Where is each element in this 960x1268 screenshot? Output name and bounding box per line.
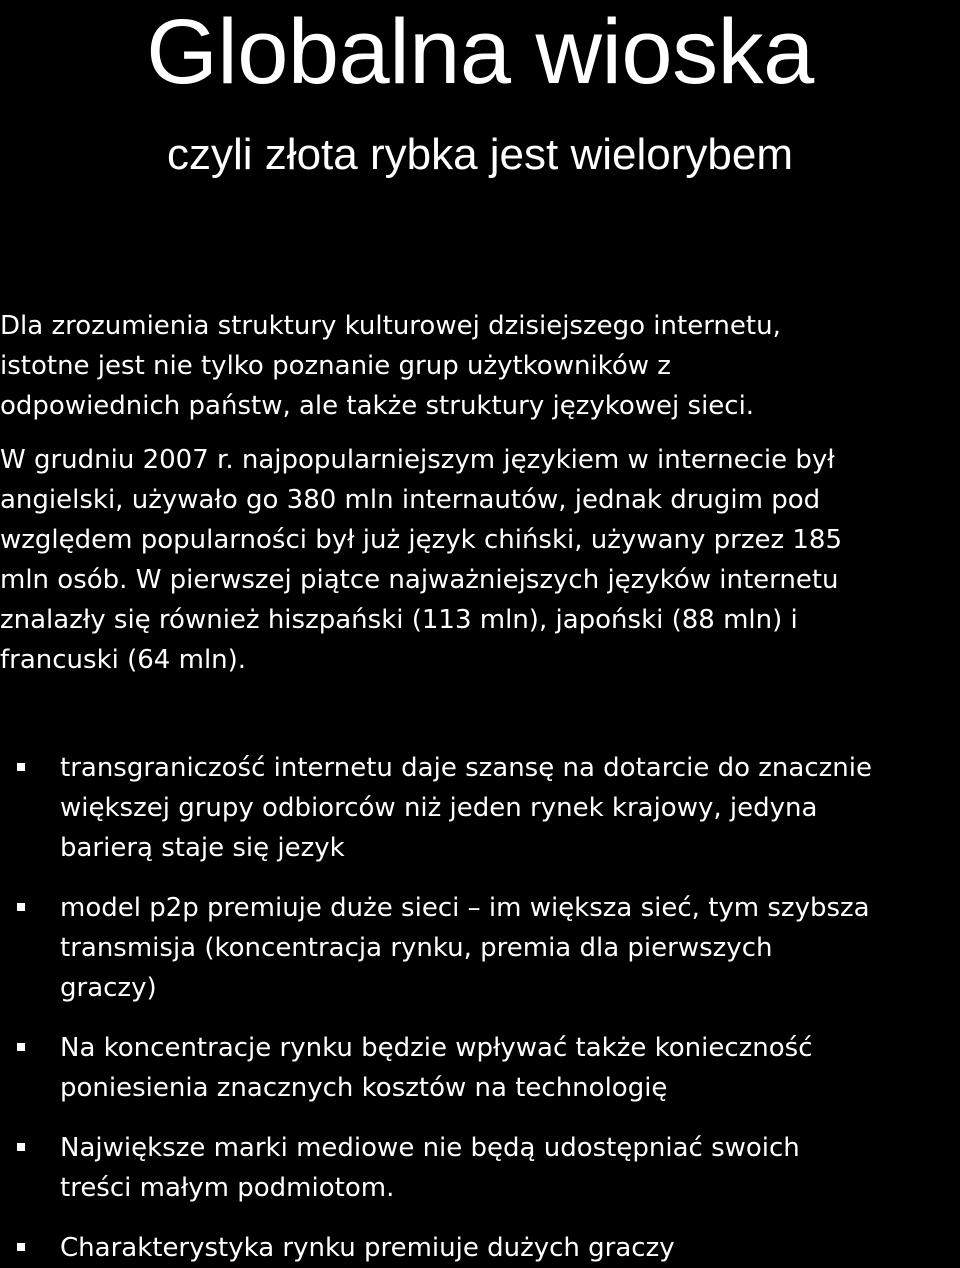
- bullet-text-line: Największe marki mediowe nie będą udostępniać swoich: [60, 1133, 800, 1163]
- intro-paragraph-2-line: względem popularności był już język chiński, używany przez 185: [0, 525, 843, 555]
- slide-subtitle: czyli złota rybka jest wielorybem: [167, 130, 793, 179]
- square-bullet-icon: [17, 903, 25, 911]
- slide-title: Globalna wioska: [146, 1, 814, 103]
- square-bullet-icon: [17, 1043, 25, 1051]
- bullet-item: [0, 748, 960, 868]
- intro-paragraph-2-line: mln osób. W pierwszej piątce najważniejszych języków internetu: [0, 565, 839, 595]
- bullet-text-line: barierą staje się jezyk: [60, 833, 345, 863]
- intro-paragraph-2-line: angielski, używało go 380 mln internautów, jednak drugim pod: [0, 485, 821, 515]
- intro-paragraph-2-line: znalazły się również hiszpański (113 mln), japoński (88 mln) i: [0, 605, 798, 635]
- bullet-text-line: treści małym podmiotom.: [60, 1173, 395, 1203]
- bullet-text-line: transmisja (koncentracja rynku, premia dla pierwszych: [60, 933, 773, 963]
- intro-text: [0, 306, 960, 680]
- bullet-item: [0, 1128, 960, 1208]
- intro-paragraph-2-line: W grudniu 2007 r. najpopularniejszym językiem w internecie był: [0, 445, 835, 475]
- bullet-text-line: poniesienia znacznych kosztów na technologię: [60, 1073, 668, 1103]
- bullet-text-line: graczy): [60, 973, 157, 1003]
- bullet-list: [0, 748, 960, 1268]
- square-bullet-icon: [17, 1143, 25, 1151]
- bullet-item: [0, 1028, 960, 1108]
- square-bullet-icon: [17, 1243, 25, 1251]
- bullet-text-line: model p2p premiuje duże sieci – im większa sieć, tym szybsza: [60, 893, 870, 923]
- square-bullet-icon: [17, 763, 25, 771]
- bullet-text-line: większej grupy odbiorców niż jeden rynek krajowy, jedyna: [60, 793, 818, 823]
- intro-paragraph-1-line: odpowiednich państw, ale także struktury językowej sieci.: [0, 391, 755, 421]
- intro-paragraph-2-line: francuski (64 mln).: [0, 645, 247, 675]
- intro-paragraph-1-line: istotne jest nie tylko poznanie grup użytkowników z: [0, 351, 671, 381]
- intro-paragraph-1-line: Dla zrozumienia struktury kulturowej dzisiejszego internetu,: [0, 311, 781, 341]
- bullet-item: [0, 888, 960, 1008]
- bullet-text-line: transgraniczość internetu daje szansę na dotarcie do znacznie: [60, 753, 872, 783]
- bullet-text-line: Charakterystyka rynku premiuje dużych graczy: [60, 1233, 675, 1263]
- bullet-text-line: Na koncentracje rynku będzie wpływać także konieczność: [60, 1033, 813, 1063]
- bullet-item: [0, 1228, 960, 1268]
